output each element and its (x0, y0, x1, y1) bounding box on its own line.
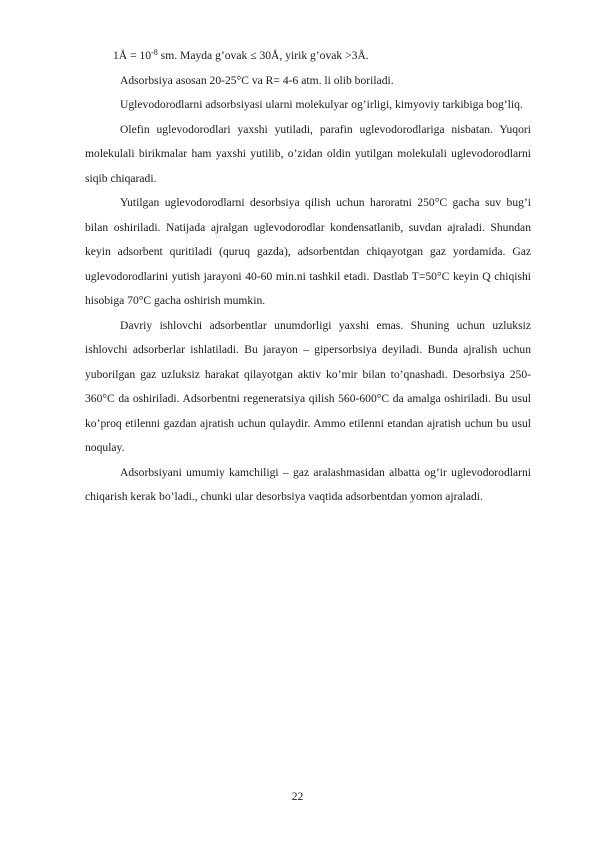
paragraph-4: Yutilgan uglevodorodlarni desorbsiya qilish uchun haroratni 250°C gacha suv bug’i bilan oshiriladi. Natijada ajralgan uglevodorodlar kondensatlanib, suvdan ajraladi. Shundan keyin adsorbent quritiladi (quruq gazda), adsorbentdan chiqayotgan gaz yordamida. Gaz uglevodorodlarini yutish jarayoni 40-60 min.ni tashkil etadi. Dastlab T=50°C keyin Q chiqishi hisobiga 70°C gacha oshirish mumkin. (85, 196, 531, 307)
page-number: 22 (291, 790, 304, 803)
paragraph-1: Adsorbsiya asosan 20-25°C va R= 4-6 atm. li olib boriladi. (120, 73, 394, 87)
formula-line (85, 44, 531, 69)
paragraph-2: Uglevodorodlarni adsorbsiyasi ularni molekulyar og’irligi, kimyoviy tarkibiga bog’liq. (120, 98, 523, 111)
paragraph-3: Olefin uglevodorodlari yaxshi yutiladi, parafin uglevodorodlariga nisbatan. Yuqori molekulali birikmalar ham yaxshi yutilib, o’zidan oldin yutilgan molekulali uglevodorodlarni siqib chiqaradi. (85, 122, 531, 185)
formula-rest: sm. Mayda g’ovak ≤ 30Å, yirik g’ovak >3Å. (157, 49, 369, 62)
paragraph-6: Adsorbsiyani umumiy kamchiligi – gaz aralashmasidan albatta og’ir uglevodorodlarni chiqarish kerak bo’ladi., chunki ular desorbsiya vaqtida adsorbentdan yomon ajraladi. (85, 465, 531, 503)
formula-exponent: -8 (151, 48, 158, 57)
body-text (85, 44, 531, 510)
angstrom-symbol: Å (118, 49, 128, 62)
formula-one: 1 (113, 49, 119, 62)
paragraph-5: Davriy ishlovchi adsorbentlar unumdorligi yaxshi emas. Shuning uchun uzluksiz ishlovchi adsorberlar ishlatiladi. Bu jarayon – gipersorbsiya deyiladi. Bunda ajralish uchun yuborilgan gaz uzluksiz harakat qilayotgan aktiv ko’mir bilan to’qnashadi. Desorbsiya 250-360°C da oshiriladi. Adsorbentni regeneratsiya qilish 560-600°C da amalga oshiriladi. Bu usul ko’proq etilenni gazdan ajratish uchun qulaydir. Ammo etilenni etandan ajratish uchun bu usul noqulay. (85, 318, 531, 454)
formula-equals: = 10 (127, 49, 152, 62)
